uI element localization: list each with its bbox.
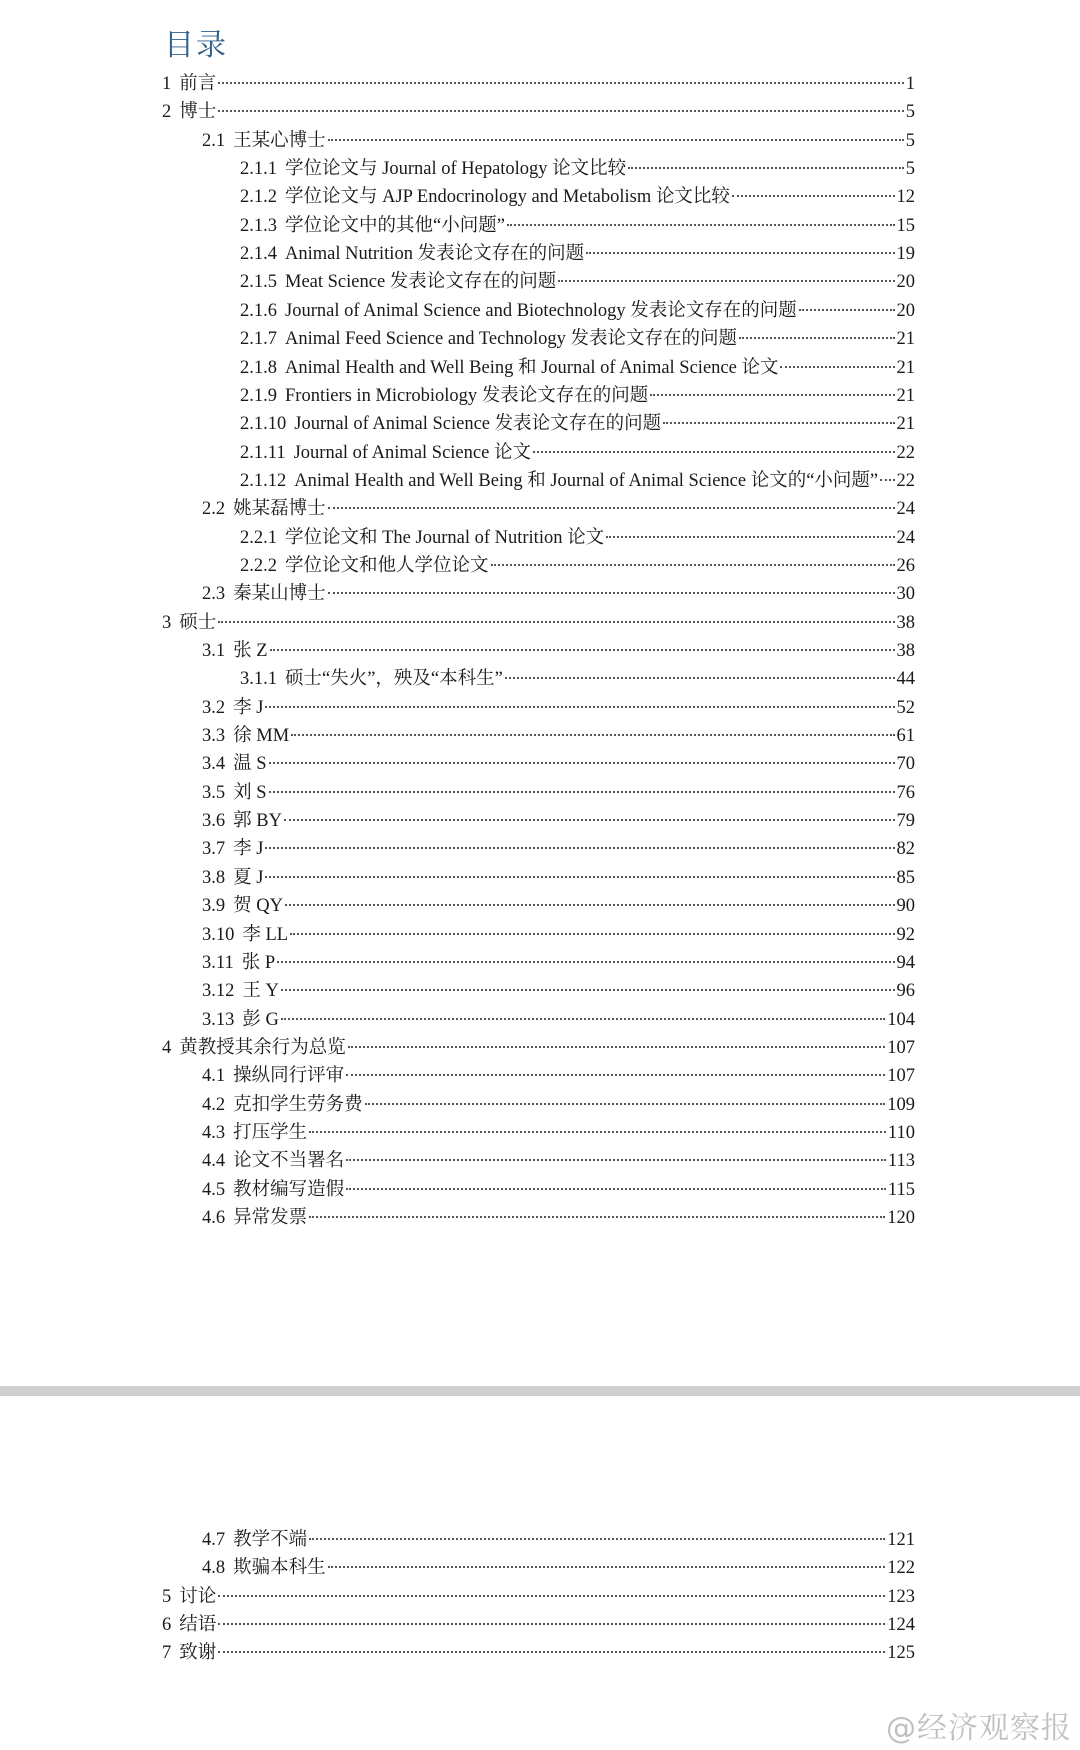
- toc-entry-label: 硕士: [179, 612, 217, 633]
- toc-entry-page: 70: [896, 754, 915, 775]
- toc-entry-label: Journal of Animal Science and Biotechnology 发表论文存在的问题: [285, 300, 797, 321]
- toc-entry-label: 刘 S: [233, 782, 267, 803]
- toc-entry[interactable]: [202, 1149, 915, 1175]
- toc-entry-page: 24: [896, 527, 915, 548]
- toc-entry-page: 52: [896, 697, 915, 718]
- toc-entry-page: 26: [896, 555, 915, 576]
- toc-entry-label: Meat Science 发表论文存在的问题: [285, 272, 557, 293]
- toc-entry-number: 2.1.5: [240, 272, 277, 293]
- toc-entry-label: 学位论文与 AJP Endocrinology and Metabolism 论文比较: [285, 187, 730, 208]
- toc-entry-number: 3.2: [202, 697, 226, 718]
- toc-entry[interactable]: [202, 582, 915, 608]
- toc-entry[interactable]: [240, 554, 915, 580]
- toc-entry-page: 5: [905, 159, 915, 180]
- toc-entry-number: 3.12: [202, 981, 235, 1002]
- toc-entry[interactable]: [202, 129, 915, 155]
- watermark: @经济观察报: [886, 1711, 1072, 1746]
- toc-entry-number: 6: [162, 1615, 172, 1636]
- toc-entry[interactable]: [202, 951, 915, 977]
- toc-entry-number: 2.1.2: [240, 187, 277, 208]
- toc-entry[interactable]: [240, 412, 915, 438]
- toc-entry-label: 王 Y: [242, 981, 279, 1002]
- toc-entry-page: 61: [896, 726, 915, 747]
- toc-leader-dots: [218, 110, 903, 112]
- toc-entry-label: Animal Feed Science and Technology 发表论文存在的问题: [285, 329, 738, 350]
- toc-entry-number: 2.1.6: [240, 300, 277, 321]
- toc-entry-page: 1: [905, 74, 915, 94]
- toc-entry-page: 21: [896, 357, 915, 378]
- toc-entry-number: 4.8: [202, 1558, 226, 1579]
- toc-entry-page: 76: [896, 782, 915, 803]
- toc-entry-number: 3.11: [202, 952, 234, 973]
- toc-entry-page: 110: [887, 1122, 915, 1143]
- toc-entry-number: 4.4: [202, 1151, 226, 1172]
- toc-entry[interactable]: [202, 866, 915, 892]
- toc-entry-label: 前言: [179, 74, 217, 94]
- toc-entry[interactable]: [202, 696, 915, 722]
- toc-entry-label: 操纵同行评审: [233, 1066, 345, 1087]
- toc-entry-page: 122: [887, 1558, 915, 1579]
- toc-entry-label: 学位论文中的其他“小问题”: [285, 215, 505, 236]
- toc-entry[interactable]: [162, 611, 915, 637]
- toc-entry-number: 2.1.11: [240, 442, 286, 463]
- toc-entry-label: 徐 MM: [233, 726, 290, 747]
- toc-leader-dots: [218, 1595, 885, 1597]
- toc-leader-dots: [270, 649, 895, 651]
- toc-entry[interactable]: [202, 837, 915, 863]
- toc-entry-label: 克扣学生劳务费: [233, 1094, 363, 1115]
- toc-entry[interactable]: [240, 327, 915, 353]
- toc-entry-number: 4: [162, 1037, 172, 1058]
- toc-entry-page: 21: [896, 414, 915, 435]
- toc-entry-page: 15: [896, 215, 915, 236]
- toc-entry[interactable]: [240, 356, 915, 382]
- toc-entry-number: 4.1: [202, 1066, 226, 1087]
- toc-entry-number: 2.1.7: [240, 329, 277, 350]
- toc-entry-number: 3.3: [202, 726, 226, 747]
- toc-entry-page: 22: [896, 470, 915, 491]
- toc-leader-dots: [346, 1074, 885, 1076]
- toc-entry-number: 4.7: [202, 1530, 226, 1550]
- toc-entry-page: 30: [896, 584, 915, 605]
- toc-entry-number: 3.13: [202, 1009, 235, 1030]
- toc-entry[interactable]: [202, 724, 915, 750]
- toc-entry-label: Animal Health and Well Being 和 Journal of Animal Science 论文: [285, 357, 779, 378]
- toc-entry-number: 2.1.9: [240, 385, 277, 406]
- toc-entry[interactable]: [162, 72, 915, 98]
- toc-leader-dots: [291, 734, 894, 736]
- toc-entry-label: 欺骗本科生: [233, 1558, 326, 1579]
- toc-entry-label: 讨论: [179, 1586, 217, 1607]
- toc-entry[interactable]: [240, 214, 915, 240]
- toc-leader-dots: [606, 536, 894, 538]
- toc-entry-number: 3.1.1: [240, 669, 277, 690]
- toc-entry-label: 教学不端: [233, 1530, 308, 1550]
- toc-entry-page: 5: [905, 130, 915, 151]
- toc-entry-number: 7: [162, 1643, 172, 1664]
- toc-leader-dots: [218, 1651, 885, 1653]
- toc-leader-dots: [663, 422, 894, 424]
- toc-entry[interactable]: [202, 1206, 915, 1232]
- toc-entry-number: 4.3: [202, 1122, 226, 1143]
- toc-entry[interactable]: [240, 270, 915, 296]
- toc-entry-page: 96: [896, 981, 915, 1002]
- toc-entry-label: Animal Nutrition 发表论文存在的问题: [285, 244, 585, 265]
- toc-entry[interactable]: [240, 469, 915, 495]
- toc-entry-label: 王某心博士: [233, 130, 326, 151]
- toc-entry[interactable]: [202, 809, 915, 835]
- toc-leader-dots: [218, 82, 903, 84]
- toc-entry[interactable]: [202, 752, 915, 778]
- toc-leader-dots: [290, 933, 894, 935]
- toc-entry[interactable]: [202, 1178, 915, 1204]
- toc-entry-number: 4.5: [202, 1179, 226, 1200]
- toc-entry-page: 12: [896, 187, 915, 208]
- toc-entry-label: 温 S: [233, 754, 267, 775]
- toc-leader-dots: [269, 762, 895, 764]
- toc-leader-dots: [780, 366, 894, 368]
- toc-entry[interactable]: [202, 979, 915, 1005]
- toc-entry-number: 1: [162, 74, 172, 94]
- toc-entry-page: 21: [896, 385, 915, 406]
- toc-entry[interactable]: [240, 384, 915, 410]
- toc-entry[interactable]: [240, 667, 915, 693]
- toc-entry[interactable]: [202, 1556, 915, 1582]
- toc-entry-page: 125: [887, 1643, 915, 1664]
- toc-entry-number: 2.1.12: [240, 470, 287, 491]
- toc-entry-number: 2.1.10: [240, 414, 287, 435]
- toc-leader-dots: [346, 1188, 886, 1190]
- toc-leader-dots: [346, 1159, 886, 1161]
- toc-entry-page: 38: [896, 612, 915, 633]
- toc-leader-dots: [281, 1018, 885, 1020]
- toc-entry-page: 24: [896, 499, 915, 520]
- toc-entry-number: 3.6: [202, 811, 226, 832]
- toc-entry-page: 113: [887, 1151, 915, 1172]
- toc-entry[interactable]: [162, 1585, 915, 1611]
- toc-entry-number: 3.9: [202, 896, 226, 917]
- toc-leader-dots: [328, 139, 904, 141]
- toc-leader-dots: [328, 1566, 886, 1568]
- toc-entry-page: 92: [896, 924, 915, 945]
- toc-entry-label: Journal of Animal Science 发表论文存在的问题: [294, 414, 662, 435]
- toc-entry-page: 104: [887, 1009, 915, 1030]
- toc-leader-dots: [328, 592, 895, 594]
- toc-entry[interactable]: [162, 1641, 915, 1667]
- toc-entry-number: 4.6: [202, 1208, 226, 1228]
- toc-entry-number: 3.1: [202, 641, 226, 661]
- toc-entry-label: 彭 G: [242, 1009, 279, 1030]
- toc-leader-dots: [309, 1538, 885, 1540]
- toc-leader-dots: [491, 564, 895, 566]
- toc-entry-label: 张 Z: [233, 641, 268, 661]
- toc-entry-label: 结语: [179, 1615, 217, 1636]
- toc-leader-dots: [265, 847, 894, 849]
- toc-entry-label: 秦某山博士: [233, 584, 326, 605]
- toc-entry-number: 3.7: [202, 839, 226, 860]
- toc-entry-label: Frontiers in Microbiology 发表论文存在的问题: [285, 385, 649, 406]
- toc-entry[interactable]: [202, 1093, 915, 1119]
- toc-entry-page: 120: [887, 1208, 915, 1228]
- toc-entry-label: 张 P: [241, 952, 276, 973]
- toc-entry-label: 黄教授其余行为总览: [179, 1037, 346, 1058]
- toc-entry[interactable]: [202, 497, 915, 523]
- toc-entry-number: 2.3: [202, 584, 226, 605]
- toc-entry-page: 20: [896, 272, 915, 293]
- toc-entry-page: 109: [887, 1094, 915, 1115]
- toc-entry[interactable]: [240, 157, 915, 183]
- toc-entry-number: 2.2: [202, 499, 226, 520]
- toc-entry[interactable]: [202, 1121, 915, 1147]
- toc-leader-dots: [505, 677, 895, 679]
- toc-entry-number: 2: [162, 102, 172, 123]
- toc-entry-page: 115: [887, 1179, 915, 1200]
- toc-entry[interactable]: [202, 1008, 915, 1034]
- toc-leader-dots: [218, 621, 894, 623]
- toc-leader-dots: [586, 252, 894, 254]
- toc-leader-dots: [628, 167, 904, 169]
- toc-entry[interactable]: [162, 1613, 915, 1639]
- toc-entry-number: 3: [162, 612, 172, 633]
- toc-entry-number: 3.8: [202, 867, 226, 888]
- toc-leader-dots: [739, 337, 894, 339]
- toc-leader-dots: [269, 791, 895, 793]
- toc-entry-number: 5: [162, 1586, 172, 1607]
- toc-entry-page: 21: [896, 329, 915, 350]
- toc-entry-label: 论文不当署名: [233, 1151, 345, 1172]
- toc-leader-dots: [650, 394, 894, 396]
- toc-entry-page: 19: [896, 244, 915, 265]
- toc-entry-number: 2.2.2: [240, 555, 277, 576]
- toc-entry[interactable]: [240, 299, 915, 325]
- toc-entry-page: 79: [896, 811, 915, 832]
- toc-leader-dots: [799, 309, 895, 311]
- toc-entry-page: 124: [887, 1615, 915, 1636]
- toc-entry[interactable]: [240, 526, 915, 552]
- toc-entry-label: 致谢: [179, 1643, 217, 1664]
- toc-leader-dots: [265, 876, 894, 878]
- toc-entry-page: 38: [896, 641, 915, 661]
- toc-entry-label: 姚某磊博士: [233, 499, 326, 520]
- toc-leader-dots: [281, 989, 895, 991]
- toc-entry-label: Animal Health and Well Being 和 Journal of Animal Science 论文的“小问题”: [294, 470, 879, 491]
- toc-entry-page: 22: [896, 442, 915, 463]
- toc-entry[interactable]: [162, 1036, 915, 1062]
- toc-entry-number: 2.1.4: [240, 244, 277, 265]
- toc-entry-number: 3.5: [202, 782, 226, 803]
- toc-entry-number: 2.1.1: [240, 159, 277, 180]
- toc-leader-dots: [533, 451, 895, 453]
- toc-entry[interactable]: [240, 242, 915, 268]
- toc-leader-dots: [309, 1131, 886, 1133]
- toc-entry[interactable]: [240, 441, 915, 467]
- toc-title: 目录: [164, 28, 228, 63]
- toc-entry-page: 94: [896, 952, 915, 973]
- toc-entry[interactable]: [202, 923, 915, 949]
- toc-leader-dots: [365, 1103, 886, 1105]
- toc-entry-number: 2.2.1: [240, 527, 277, 548]
- toc-entry-page: 82: [896, 839, 915, 860]
- toc-leader-dots: [265, 706, 894, 708]
- toc-entry-label: 硕士“失火”，殃及“本科生”: [285, 669, 503, 690]
- toc-leader-dots: [507, 224, 895, 226]
- toc-leader-dots: [732, 195, 895, 197]
- toc-leader-dots: [348, 1046, 885, 1048]
- toc-entry-number: 2.1.8: [240, 357, 277, 378]
- toc-entry[interactable]: [202, 1064, 915, 1090]
- toc-leader-dots: [218, 1623, 885, 1625]
- toc-entry[interactable]: [202, 781, 915, 807]
- toc-entry-number: 2.1.3: [240, 215, 277, 236]
- toc-leader-dots: [277, 961, 894, 963]
- toc-entry-label: 夏 J: [233, 867, 264, 888]
- toc-entry-number: 3.4: [202, 754, 226, 775]
- toc-leader-dots: [309, 1216, 885, 1218]
- toc-entry-label: 学位论文和他人学位论文: [285, 555, 489, 576]
- toc-entry-label: 学位论文与 Journal of Hepatology 论文比较: [285, 159, 627, 180]
- toc-entry-page: 90: [896, 896, 915, 917]
- toc-entry-page: 44: [896, 669, 915, 690]
- toc-entry-label: 打压学生: [233, 1122, 308, 1143]
- toc-entry-label: 李 J: [233, 839, 264, 860]
- toc-leader-dots: [880, 479, 894, 481]
- toc-entry-number: 3.10: [202, 924, 235, 945]
- toc-leader-dots: [558, 280, 894, 282]
- toc-entry-page: 123: [887, 1586, 915, 1607]
- toc-entry[interactable]: [240, 185, 915, 211]
- toc-entry-label: 教材编写造假: [233, 1179, 345, 1200]
- toc-entry[interactable]: [162, 100, 915, 126]
- toc-entry[interactable]: [202, 894, 915, 920]
- toc-entry-number: 2.1: [202, 130, 226, 151]
- toc-entry-label: 贺 QY: [233, 896, 283, 917]
- page-divider: [0, 1386, 1080, 1396]
- toc-entry-label: Journal of Animal Science 论文: [293, 442, 531, 463]
- toc-entry-label: 李 LL: [242, 924, 289, 945]
- toc-entry-label: 博士: [179, 102, 217, 123]
- toc-entry[interactable]: [202, 639, 915, 665]
- toc-entry-number: 4.2: [202, 1094, 226, 1115]
- toc-leader-dots: [284, 819, 895, 821]
- toc-entry-page: 107: [887, 1066, 915, 1087]
- toc-entry[interactable]: [202, 1528, 915, 1554]
- toc-entry-label: 异常发票: [233, 1208, 308, 1228]
- toc-entry-page: 121: [887, 1530, 915, 1550]
- toc-entry-label: 李 J: [233, 697, 264, 718]
- toc-entry-page: 20: [896, 300, 915, 321]
- toc-leader-dots: [328, 507, 895, 509]
- toc-entry-page: 5: [905, 102, 915, 123]
- toc-leader-dots: [285, 904, 895, 906]
- toc-entry-page: 107: [887, 1037, 915, 1058]
- toc-entry-label: 郭 BY: [233, 811, 282, 832]
- toc-entry-label: 学位论文和 The Journal of Nutrition 论文: [285, 527, 605, 548]
- toc-entry-page: 85: [896, 867, 915, 888]
